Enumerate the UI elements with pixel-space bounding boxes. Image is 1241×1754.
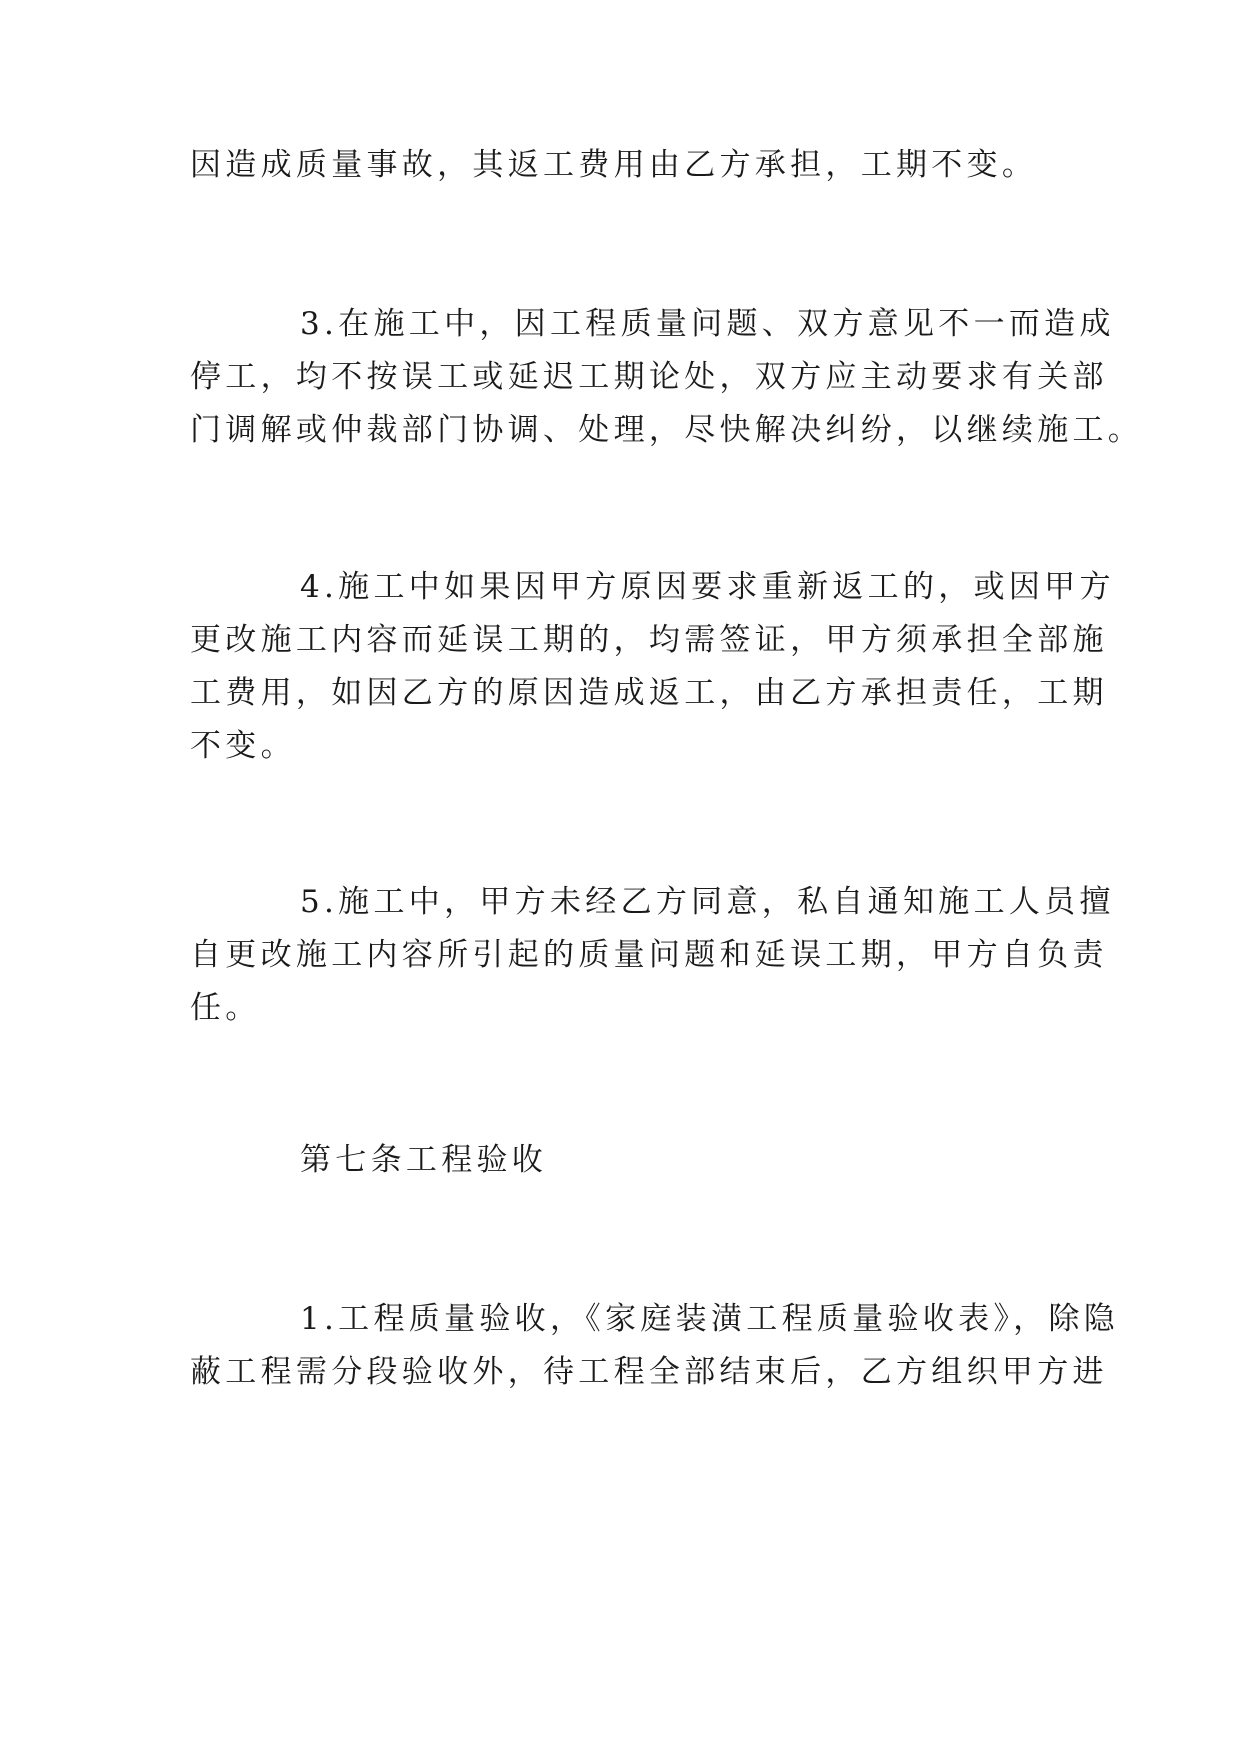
text-line: 停工，均不按误工或延迟工期论处，双方应主动要求有关部 [190, 359, 1108, 395]
text-line: 4.施工中如果因甲方原因要求重新返工的，或因甲方 [300, 569, 1115, 605]
text-line: 工费用，如因乙方的原因造成返工，由乙方承担责任，工期 [190, 675, 1108, 711]
text-line: 更改施工内容而延误工期的，均需签证，甲方须承担全部施 [190, 622, 1108, 658]
text-line: 1.工程质量验收，《家庭装潢工程质量验收表》，除隐 [300, 1301, 1120, 1337]
text-line: 因造成质量事故，其返工费用由乙方承担，工期不变。 [190, 147, 1038, 183]
section-heading: 第七条工程验收 [300, 1142, 548, 1178]
text-line: 自更改施工内容所引起的质量问题和延误工期，甲方自负责 [190, 937, 1108, 973]
text-line: 门调解或仲裁部门协调、处理，尽快解决纠纷，以继续施工。 [190, 412, 1144, 448]
text-line: 蔽工程需分段验收外，待工程全部结束后，乙方组织甲方进 [190, 1354, 1108, 1390]
text-line: 不变。 [190, 728, 296, 764]
text-line: 任。 [190, 990, 261, 1026]
text-line: 5.施工中，甲方未经乙方同意，私自通知施工人员擅 [300, 884, 1115, 920]
text-line: 3.在施工中，因工程质量问题、双方意见不一而造成 [300, 306, 1115, 342]
